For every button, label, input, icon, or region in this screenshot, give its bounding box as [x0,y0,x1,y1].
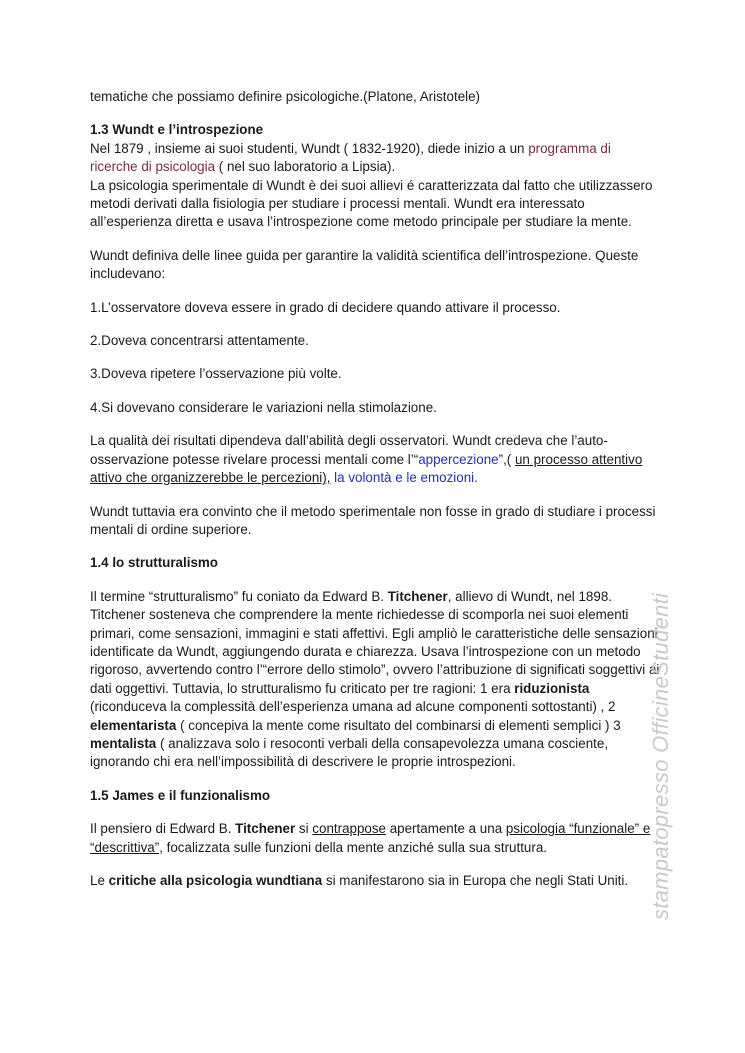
paragraph [90,588,662,772]
bold-text: critiche alla psicologia wundtiana [108,873,323,888]
list-item: 1.L’osservatore doveva essere in grado di decidere quando attivare il processo. [90,299,561,315]
paragraph [90,140,662,177]
text: apertamente a una [386,821,506,837]
text: ( concepiva la mente come risultato del combinarsi di elementi semplici ) 3 [176,717,621,733]
section-heading-1-4: 1.4 lo strutturalismo [90,555,218,571]
bold-text: Titchener [235,821,296,837]
section-heading-1-3: 1.3 Wundt e l’introspezione [90,122,264,138]
highlight-link[interactable]: la volontà e le emozioni. [334,470,478,486]
text: focalizzata sulle funzioni della mente anziché sulla sua struttura. [162,839,547,855]
paragraph [90,820,662,857]
text: ( nel suo laboratorio a Lipsia). [215,159,396,175]
bold-text: Titchener [387,588,448,604]
intro-line: tematiche che possiamo definire psicologiche.(Platone, Aristotele) [90,89,481,104]
paragraph: Wundt definiva delle linee guida per garantire la validità scientifica dell’introspezione. Queste includevano: [90,247,639,282]
list-item: 3.Doveva ripetere l’osservazione più volte. [90,366,342,382]
text: , allievo di Wundt, nel 1898. Titchener sosteneva che comprendere la mente richiedesse di scomporla nei suoi elementi primari, come sensazioni, immagini e stati affettivi. Egli ampliò le caratteristiche delle sensazioni identificate da Wundt, aggiungendo durata e chiarezza. Usava l’introspezione con un metodo rigoroso, avvertendo contro l’“errore dello stimolo”, ovvero l’attribuzione di significati soggettivi ai dati oggettivi. Tuttavia, lo strutturalismo fu criticato per tre ragioni: 1 era [90,588,660,696]
text: ”,( [498,451,515,467]
text: Le [90,873,109,888]
underlined-text: psicologia “funzionale” e “descrittiva”, [90,821,651,855]
section-heading-1-5: 1.5 James e il funzionalismo [90,787,271,803]
text: si manifestarono sia in Europa che negli Stati Uniti. [322,873,629,888]
text: La qualità dei risultati dipendeva dall’abilità degli osservatori. Wundt credeva che l’auto-osservazione potesse rivelare processi mentali come l’“ [90,433,608,467]
text: ( analizzava solo i resoconti verbali della consapevolezza umana cosciente, ignorando chi era nell’impossibilità di descrivere le proprie introspezioni. [90,735,609,770]
paragraph: Wundt tuttavia era convinto che il metodo sperimentale non fosse in grado di studiare i processi mentali di ordine superiore. [90,503,656,537]
watermark: stampatopresso OfficineStudenti [648,592,673,920]
list-item: 4.Si dovevano considerare le variazioni nella stimolazione. [90,399,437,415]
bold-text: elementarista [90,717,177,733]
bold-text: mentalista [90,735,157,751]
text: (riconduceva la complessità dell’esperienza umana ad alcune componenti sottostanti) , 2 [90,699,616,715]
list-item: 2.Doveva concentrarsi attentamente. [90,333,309,349]
text: Il termine “strutturalismo” fu coniato da Edward B. [90,588,388,604]
paragraph [90,872,662,890]
underlined-text: contrappose [312,821,386,837]
bold-text: riduzionista [514,680,590,696]
paragraph: La psicologia sperimentale di Wundt è dei suoi allievi é caratterizzata dal fatto che utilizzassero metodi derivati dalla fisiologia per studiare i processi mentali. Wundt era interessato all’esperienza diretta e usava l’introspezione come metodo principale per studiare la mente. [90,177,653,230]
underlined-text: un processo attentivo attivo che organizzerebbe le percezioni), [90,451,643,486]
text: si [295,821,313,837]
highlight-link[interactable]: programma di ricerche di psicologia [90,140,611,175]
text: Il pensiero di Edward B. [90,821,236,837]
text: Nel 1879 , insieme ai suoi studenti, Wundt ( 1832-1920), diede inizio a un [90,140,529,156]
highlight-link[interactable]: appercezione [418,451,499,467]
document-body [90,88,662,890]
paragraph [90,432,662,487]
